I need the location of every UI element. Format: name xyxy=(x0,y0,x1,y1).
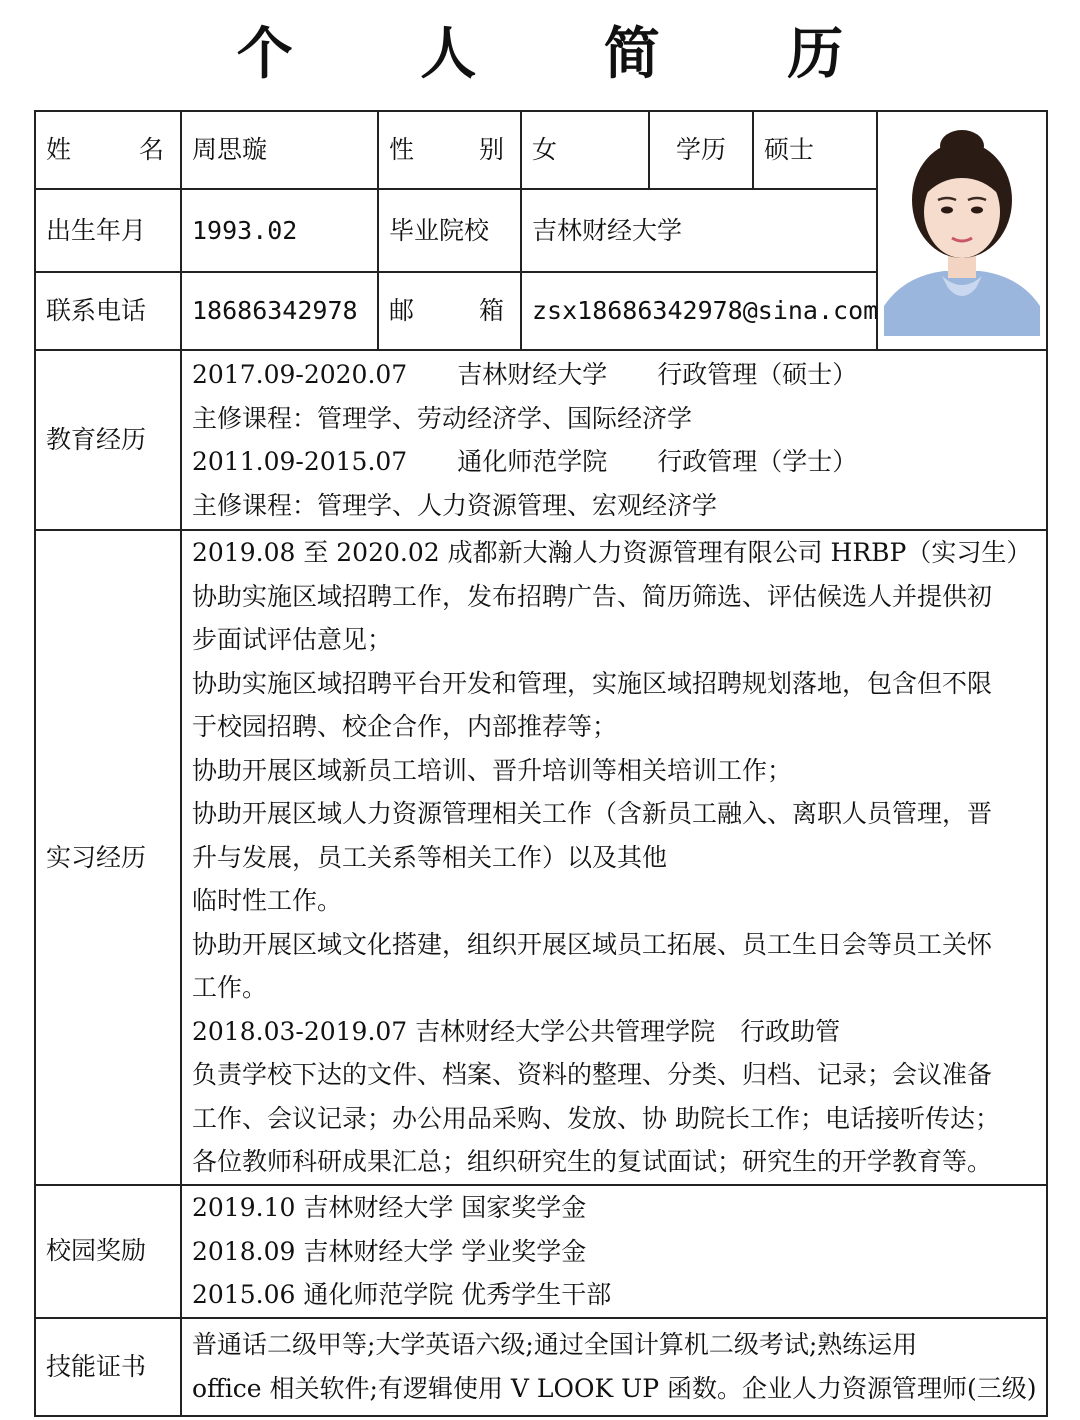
internship-line: 协助实施区域招聘平台开发和管理，实施区域招聘规划落地，包含但不限 xyxy=(192,668,993,698)
skills-content xyxy=(181,1318,1047,1416)
award-line: 2019.10 吉林财经大学 国家奖学金 xyxy=(192,1193,587,1222)
education-history-content xyxy=(181,350,1047,530)
school-label: 毕业院校 xyxy=(378,189,521,272)
internship-line: 各位教师科研成果汇总；组织研究生的复试面试；研究生的开学教育等。 xyxy=(192,1147,993,1177)
awards-label: 校园奖励 xyxy=(35,1185,181,1318)
internship-line: 临时性工作。 xyxy=(192,886,343,916)
photo-cell xyxy=(877,111,1047,350)
portrait-illustration xyxy=(884,126,1040,336)
gender-label: 性 xyxy=(389,135,415,164)
internship-line: 于校园招聘、校企合作，内部推荐等； xyxy=(192,712,618,742)
email-label: 邮 xyxy=(389,296,415,325)
internship-line: 负责学校下达的文件、档案、资料的整理、分类、归档、记录；会议准备 xyxy=(192,1060,993,1090)
education-level-label: 学历 xyxy=(649,111,753,189)
internship-line: 升与发展，员工关系等相关工作）以及其他 xyxy=(192,842,668,872)
education-line: 主修课程：管理学、劳动经济学、国际经济学 xyxy=(192,403,693,433)
skills-label: 技能证书 xyxy=(35,1318,181,1416)
internship-line: 工作。 xyxy=(192,973,268,1003)
education-history-label: 教育经历 xyxy=(35,350,181,530)
internship-line: 协助开展区域新员工培训、晋升培训等相关培训工作； xyxy=(192,755,793,785)
skill-line: 普通话二级甲等;大学英语六级;通过全国计算机二级考试;熟练运用 xyxy=(192,1330,918,1359)
education-line: 2011.09-2015.07 通化师范学院 行政管理（学士） xyxy=(192,447,858,476)
awards-content xyxy=(181,1185,1047,1318)
education-line: 2017.09-2020.07 吉林财经大学 行政管理（硕士） xyxy=(192,360,858,389)
birth-label: 出生年月 xyxy=(35,189,181,272)
award-line: 2015.06 通化师范学院 优秀学生干部 xyxy=(192,1280,612,1309)
internship-line: 协助开展区域文化搭建，组织开展区域员工拓展、员工生日会等员工关怀 xyxy=(192,929,993,959)
internship-line: 2019.08 至 2020.02 成都新大瀚人力资源管理有限公司 HRBP（实习生） xyxy=(192,538,1032,568)
internship-line: 协助实施区域招聘工作，发布招聘广告、简历筛选、评估候选人并提供初 xyxy=(192,581,993,611)
phone-value: 18686342978 xyxy=(181,272,378,350)
email-value: zsx18686342978@sina.com xyxy=(521,272,877,350)
name-value: 周思璇 xyxy=(181,111,378,189)
internship-line: 步面试评估意见； xyxy=(192,625,393,655)
education-line: 主修课程：管理学、人力资源管理、宏观经济学 xyxy=(192,490,718,520)
gender-label-cell: 性 别 xyxy=(378,111,521,189)
name-label: 姓 xyxy=(46,135,72,164)
internship-content xyxy=(181,530,1047,1185)
portrait-photo xyxy=(884,126,1040,336)
internship-line: 工作、会议记录；办公用品采购、发放、协 助院长工作；电话接听传达； xyxy=(192,1103,1000,1133)
birth-value: 1993.02 xyxy=(181,189,378,272)
award-line: 2018.09 吉林财经大学 学业奖学金 xyxy=(192,1236,587,1266)
gender-value: 女 xyxy=(521,111,649,189)
internship-label: 实习经历 xyxy=(35,530,181,1185)
email-label-cell: 邮 箱 xyxy=(378,272,521,350)
school-value: 吉林财经大学 xyxy=(521,189,877,272)
resume-table xyxy=(34,110,1048,1417)
name-label-cell: 姓 名 xyxy=(35,111,181,189)
education-level-value: 硕士 xyxy=(753,111,877,189)
phone-label: 联系电话 xyxy=(35,272,181,350)
resume-title: 个 人 简 历 xyxy=(236,21,898,87)
internship-line: 协助开展区域人力资源管理相关工作（含新员工融入、离职人员管理，晋 xyxy=(192,799,993,829)
skill-line: office 相关软件;有逻辑使用 V LOOK UP 函数。企业人力资源管理师(三级) xyxy=(192,1373,1037,1403)
internship-line: 2018.03-2019.07 吉林财经大学公共管理学院 行政助管 xyxy=(192,1016,841,1046)
